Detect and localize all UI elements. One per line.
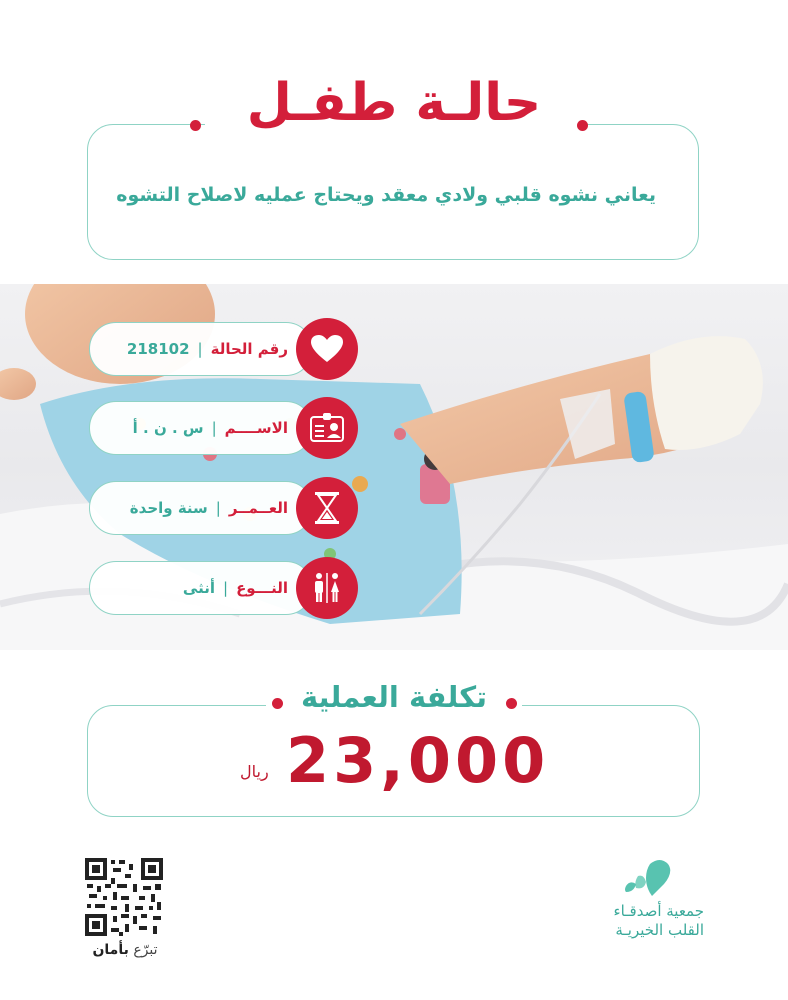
cost-amount: 23,000 [286,724,550,797]
age-row [89,481,313,535]
name-label: الاســــم [224,418,288,437]
cost-currency: ريال [240,762,269,781]
separator: | [211,418,217,437]
gender-label: النـــوع [236,578,288,597]
name-row [89,401,313,455]
case-number-value: 218102 [126,339,190,358]
org-name-line1: جمعية أصدقـاء [613,902,704,920]
cost-title: تكلفة العملية [300,680,488,714]
id-card-icon [296,397,358,459]
org-logo-icon [616,858,676,906]
gender-row [89,561,313,615]
hourglass-icon [296,477,358,539]
qr-caption [78,942,172,958]
qr-code[interactable] [83,856,165,938]
name-value: س . ن . أ [132,418,204,437]
case-number-row [89,322,313,376]
gender-icon [296,557,358,619]
age-label: العــمــر [228,498,288,517]
gender-value: أنثى [182,578,215,597]
separator: | [215,498,221,517]
separator: | [223,578,229,597]
qr-caption-prefix: تبرّع [133,942,158,958]
page-title: حالـة طفـل [246,73,542,133]
qr-caption-strong: بأمان [92,942,129,958]
case-number-label: رقم الحالة [210,339,288,358]
age-value: سنة واحدة [129,498,208,517]
org-name [580,902,704,940]
heart-icon [296,318,358,380]
org-name-line2: القلب الخيريـة [615,921,704,939]
case-description: يعاني نشوه قلبي ولادي معقد ويحتاج عمليه لاصلاح التشوه [116,184,656,206]
separator: | [197,339,203,358]
